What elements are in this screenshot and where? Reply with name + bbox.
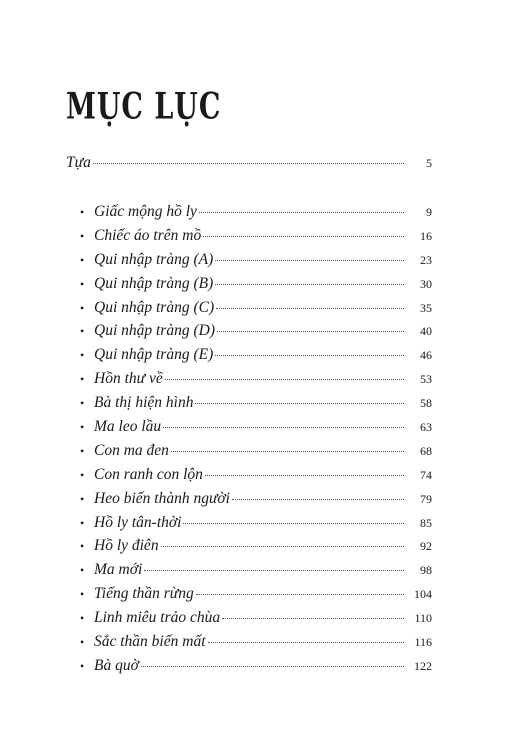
toc-page-number: 35 [420,300,432,315]
toc-row[interactable] [80,442,432,466]
toc-entry-label: Tiếng thần rừng [94,585,194,603]
toc-intro-row[interactable] [66,154,432,172]
bullet-icon: • [80,515,85,530]
bullet-icon: • [80,348,85,363]
bullet-icon: • [80,252,85,267]
dot-leader [215,284,404,285]
toc-entry-label: Hồn thư về [94,370,163,388]
toc-row[interactable] [80,394,432,418]
bullet-icon: • [80,611,85,626]
dot-leader [141,666,404,667]
toc-entry-label: Hồ ly tân-thời [94,513,182,531]
toc-row[interactable] [80,227,432,251]
toc-page-number: 92 [420,539,432,554]
dot-leader [183,523,404,524]
bullet-icon: • [80,300,85,315]
bullet-icon: • [80,276,85,291]
bullet-icon: • [80,563,85,578]
toc-row[interactable] [80,322,432,346]
toc-row[interactable] [80,537,432,561]
dot-leader [195,403,404,404]
bullet-icon: • [80,587,85,602]
toc-page-number: 9 [426,205,432,219]
page-title: MỤC LỤC [66,86,222,128]
toc-entry-label: Qui nhập tràng (D) [94,322,215,340]
toc-entry-label: Qui nhập tràng (A) [94,250,214,268]
toc-page-number: 46 [420,348,432,363]
toc-entry-label: Con ma đen [94,441,169,459]
toc-row[interactable] [80,490,432,514]
toc-page-number: 79 [420,491,432,506]
toc-entry-label: Chiếc áo trên mồ [94,226,202,244]
toc-entry-label: Giấc mộng hồ ly [94,203,197,220]
toc-page-number: 98 [420,563,432,578]
toc-page-number: 116 [414,635,432,650]
dot-leader [196,594,404,595]
toc-entry-label: Hồ ly điên [94,537,159,555]
bullet-icon: • [80,396,85,411]
toc-page-number: 53 [420,372,432,387]
toc-entry-label: Ma leo lầu [94,418,162,436]
dot-leader [222,618,404,619]
dot-leader [216,308,404,309]
toc-row[interactable] [80,418,432,442]
dot-leader [215,260,404,261]
toc-row[interactable] [80,370,432,394]
bullet-icon: • [80,635,85,650]
toc-row[interactable] [80,609,432,633]
bullet-icon: • [80,228,85,243]
toc-entry-label: Qui nhập tràng (B) [94,274,214,292]
toc-row[interactable] [80,633,432,657]
bullet-icon: • [80,205,85,219]
toc-page-number: 110 [414,611,432,626]
toc-list [80,203,432,681]
toc-page-number: 74 [420,467,432,482]
toc-page-number: 85 [420,515,432,530]
bullet-icon: • [80,539,85,554]
toc-page-number: 30 [420,276,432,291]
dot-leader [199,212,404,213]
toc-row[interactable] [80,514,432,538]
toc-row[interactable] [80,561,432,585]
toc-page-number: 63 [420,420,432,435]
toc-entry-label: Bà quờ [94,656,139,674]
toc-row[interactable] [80,657,432,681]
dot-leader [217,331,404,332]
toc-page-number: 104 [414,587,432,602]
dot-leader [93,163,404,164]
bullet-icon: • [80,420,85,435]
toc-page-number: 68 [420,443,432,458]
toc-page-number: 40 [420,324,432,339]
dot-leader [165,379,404,380]
toc-entry-label: Con ranh con lộn [94,465,203,483]
toc-page-number: 5 [426,156,432,170]
toc-row[interactable] [80,585,432,609]
toc-entry-label: Ma mới [94,561,143,579]
dot-leader [161,546,404,547]
toc-row[interactable] [80,299,432,323]
bullet-icon: • [80,467,85,482]
bullet-icon: • [80,443,85,458]
bullet-icon: • [80,324,85,339]
bullet-icon: • [80,658,85,673]
dot-leader [232,499,404,500]
toc-page-number: 122 [414,658,432,673]
toc-page-number: 23 [420,252,432,267]
bullet-icon: • [80,491,85,506]
toc-entry-label: Sắc thần biến mất [94,633,206,651]
toc-entry-label: Qui nhập tràng (C) [94,298,215,316]
toc-entry-label: Tựa [66,154,91,171]
toc-row[interactable] [80,251,432,275]
toc-page-number: 58 [420,396,432,411]
dot-leader [208,642,405,643]
dot-leader [205,475,404,476]
toc-page-number: 16 [420,228,432,243]
toc-entry-label: Bà thị hiện hình [94,394,194,412]
toc-row[interactable] [80,346,432,370]
dot-leader [215,355,404,356]
toc-entry-label: Qui nhập tràng (E) [94,346,214,364]
toc-row[interactable] [80,466,432,490]
dot-leader [163,427,404,428]
toc-row[interactable] [80,203,432,227]
toc-row[interactable] [80,275,432,299]
bullet-icon: • [80,372,85,387]
toc-entry-label: Linh miêu trảo chùa [94,609,221,627]
dot-leader [144,570,404,571]
dot-leader [203,236,404,237]
toc-entry-label: Heo biến thành người [94,489,230,507]
dot-leader [171,451,404,452]
